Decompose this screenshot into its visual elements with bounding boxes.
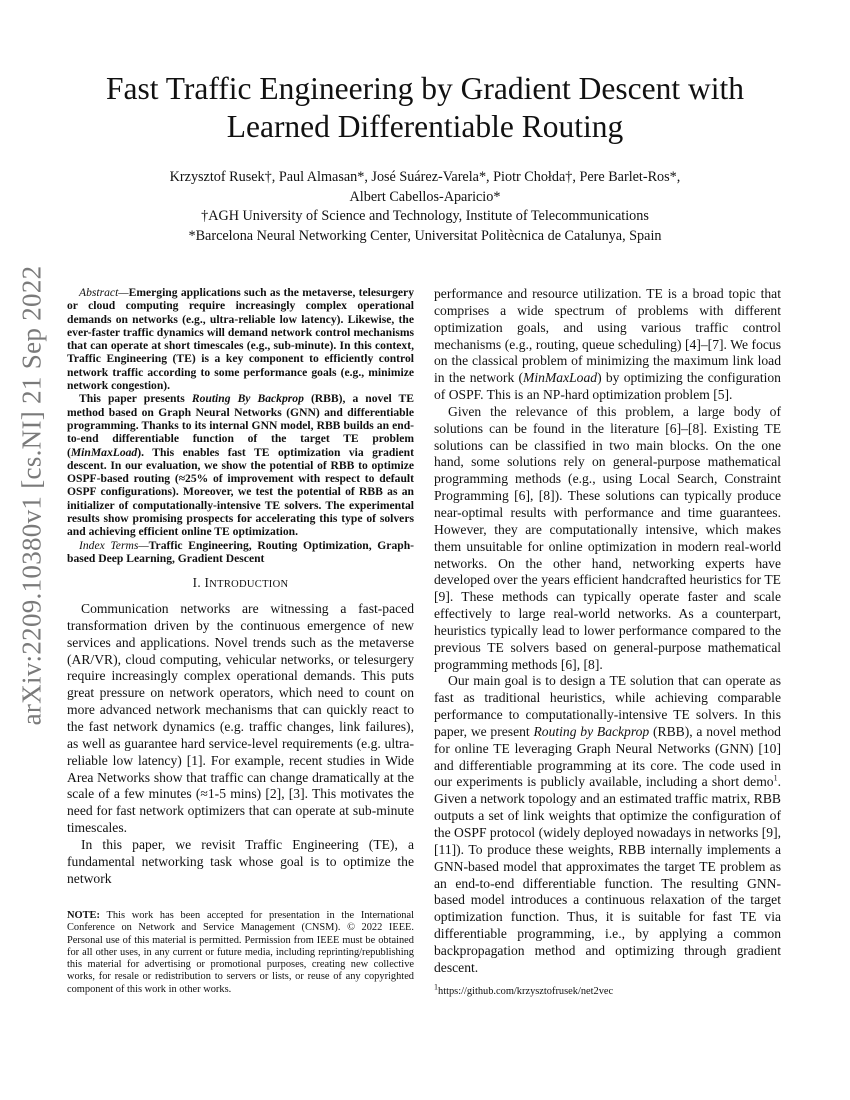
right-paragraph-3: Our main goal is to design a TE solution that can operate as fast as traditional heuristics, while achieving comparable performance to computationally-intensive TE solvers. In this paper, we present Routing by Backprop (RBB), a novel method for online TE leveraging Graph Neural Networks (GNN) [10] and differentiable programming at its core. The code used in our experiments is publicly available, including a short demo$^1$. Given a network topology and an estimated traffic matrix, RBB outputs a set of link weights that optimize the configuration of the OSPF protocol (widely deployed nowadays in networks [9], [11]). To produce these weights, RBB internally implements a GNN-based model that approximates the target TE problem as an end-to-end differentiable function. The resulting GNN-based model introduces a continuous relaxation of the target optimization function. Thus, it is suitable for fast TE via differentiable programming, i.e., by applying a common backpropagation method and optimizing through gradient descent. bbox=[434, 673, 781, 975]
author-block bbox=[100, 168, 750, 246]
right-paragraph-1: performance and resource utilization. TE is a broad topic that comprises a wide spectrum of problems with different optimization goals, and using various traffic control mechanisms (e.g., routing, queue scheduling) [4]–[7]. We focus on the classical problem of minimizing the maximum link load in the network (MinMaxLoad) by optimizing the configuration of OSPF. This is an NP-hard optimization problem [5]. bbox=[434, 286, 781, 403]
footnote: $^1$https://github.com/krzysztofrusek/net2vec bbox=[434, 982, 614, 997]
paper-title: Fast Traffic Engineering by Gradient Descent with Learned Differentiable Routing bbox=[105, 71, 745, 144]
left-column bbox=[67, 286, 414, 887]
author-list-cont: Albert Cabellos-Aparicio* bbox=[349, 188, 501, 205]
arxiv-identifier: arXiv:2209.10380v1 [cs.NI] 21 Sep 2022 bbox=[16, 265, 47, 725]
affiliation-bnn: *Barcelona Neural Networking Center, Universitat Politècnica de Catalunya, Spain bbox=[188, 227, 662, 244]
abstract-paragraph-2: This paper presents Routing By Backprop (RBB), a novel TE method based on Graph Neural Networks (GNN) and differentiable programming. Thanks to its internal GNN model, RBB builds an end-to-end differentiable function of the target TE problem (MinMaxLoad). This enables fast TE optimization via gradient descent. In our evaluation, we show the potential of RBB to optimize OSPF-based routing (≈25% of improvement with respect to default OSPF configurations). Moreover, we test the potential of RBB as an initializer of computationally-intensive TE solvers. The experimental results show promising prospects for accelerating this type of solvers and achieving efficient online TE optimization. bbox=[67, 392, 415, 539]
intro-paragraph-2: In this paper, we revisit Traffic Engineering (TE), a fundamental networking task whose goal is to optimize the network bbox=[67, 836, 414, 886]
right-column bbox=[434, 286, 781, 977]
abstract-paragraph: Abstract—Emerging applications such as the metaverse, telesurgery or cloud computing require increasingly complex operational demands on networks (e.g., ultra-reliable low latency). Likewise, the ever-faster traffic dynamics will demand network control mechanisms that can operate at short timescales (e.g., sub-minute). In this context, Traffic Engineering (TE) is a key component to efficiently control network traffic according to some performance goals (e.g., minimize network congestion). bbox=[67, 286, 414, 393]
right-paragraph-2: Given the relevance of this problem, a large body of solutions can be found in the literature [6]–[8]. Existing TE solutions can be classified in two main blocks. On the one hand, some solutions rely on general-purpose mathematical programming methods (e.g., using Local Search, Constraint Programming [6], [8]). These solutions can typically produce near-optimal results with performance and time guarantees. However, they are computationally intensive, which makes them unsuitable for online optimization in modern real-world networks. On the other hand, networking experts have developed over the years efficient handcrafted heuristics for TE [9]. These methods can typically operate faster and scale effectively to large real-world networks. As a counterpart, heuristics typically lead to lower performance compared to the previous TE solvers based on general-purpose mathematical programming methods [6], [8]. bbox=[434, 403, 781, 672]
intro-paragraph-1: Communication networks are witnessing a fast-paced transformation driven by the continuous emergence of new services and applications. Novel trends such as the metaverse (AR/VR), cloud computing, vehicular networks, or telesurgery require increasingly complex operational demands. This puts great pressure on network operators, which need to count on more advanced network mechanisms that can quickly react to the fast network dynamics (e.g. traffic changes, link failures), as well as guarantee hard service-level requirements (e.g. ultra-reliable low latency) [1]. For example, recent studies in Wide Area Networks show that traffic can change dramatically at the scale of a few minutes (≈1-5 mins) [2], [3]. This motivates the need for fast network optimizers that can operate at sub-minute timescales. bbox=[67, 601, 414, 836]
section-heading-introduction: I. INTRODUCTION bbox=[192, 575, 289, 591]
affiliation-agh: †AGH University of Science and Technology, Institute of Telecommunications bbox=[201, 208, 649, 224]
copyright-note: NOTE: This work has been accepted for presentation in the International Conference on Network and Service Management (CNSM). © 2022 IEEE. Personal use of this material is permitted. Permission from IEEE must be obtained for all other uses, in any current or future media, including reprinting/republishing this material for advertising or promotional purposes, creating new collective works, for resale or redistribution to servers or lists, or reuse of any copyrighted component of this work in other works. bbox=[67, 910, 414, 995]
index-terms: Index Terms—Traffic Engineering, Routing Optimization, Graph-based Deep Learning, Gradient Descent bbox=[67, 538, 414, 565]
footnote-link[interactable]: https://github.com/krzysztofrusek/net2vec bbox=[438, 986, 614, 997]
author-list: Krzysztof Rusek†, Paul Almasan*, José Suárez-Varela*, Piotr Chołda†, Pere Barlet-Ros*, bbox=[169, 169, 681, 185]
